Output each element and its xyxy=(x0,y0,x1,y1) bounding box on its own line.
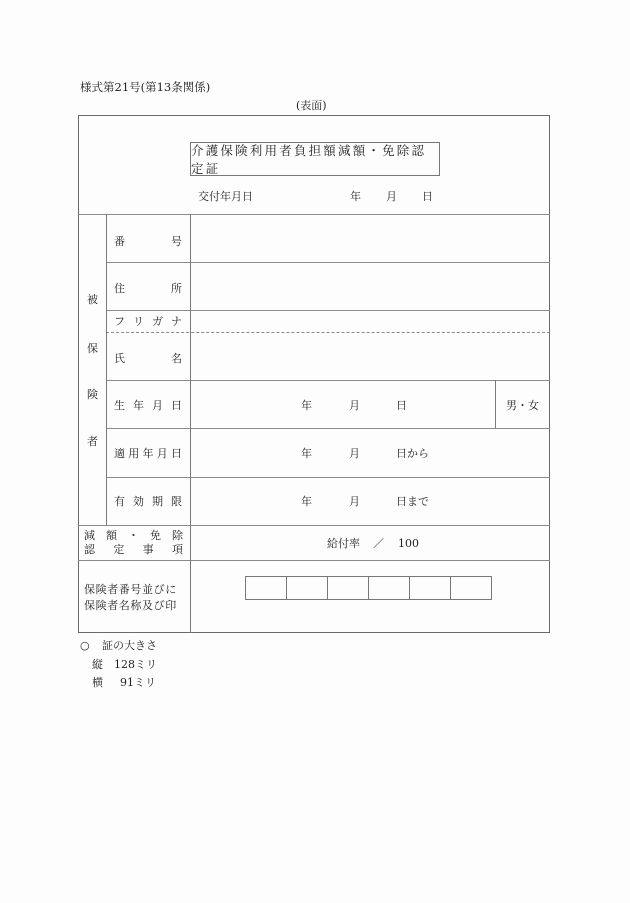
divider xyxy=(106,310,550,311)
insurer-label-line1: 保険者番号並びに xyxy=(84,583,177,596)
column-divider xyxy=(495,380,496,428)
effective-day: 日から xyxy=(396,447,429,460)
width-label: 横 xyxy=(92,676,103,689)
expiry-month: 月 xyxy=(349,495,360,508)
furigana-label: フ リ ガ ナ xyxy=(114,315,182,328)
insurer-number-boxes xyxy=(245,576,492,600)
reduction-label-line2: 認 定 事 項 xyxy=(84,543,183,556)
dashed-divider xyxy=(106,332,550,333)
insured-label-char: 被 xyxy=(87,293,98,306)
expiry-day: 日まで xyxy=(396,495,429,508)
expiry-label: 有 効 期 限 xyxy=(114,495,182,508)
insurer-number-box[interactable] xyxy=(327,576,369,600)
divider xyxy=(78,560,550,561)
address-label: 住 所 xyxy=(114,282,182,295)
issue-month: 月 xyxy=(386,190,397,203)
divider xyxy=(78,525,550,526)
side-label: (表面) xyxy=(296,99,327,112)
insurer-number-box[interactable] xyxy=(409,576,451,600)
insurer-number-box[interactable] xyxy=(450,576,492,600)
circle-mark-icon: ○ xyxy=(80,639,90,652)
insurer-number-box[interactable] xyxy=(286,576,328,600)
effective-date-label: 適 用 年 月 日 xyxy=(114,447,182,460)
insured-label-char: 者 xyxy=(87,435,98,448)
height-label: 縦 xyxy=(92,658,103,671)
divider xyxy=(106,262,550,263)
expiry-year: 年 xyxy=(301,495,312,508)
divider xyxy=(78,214,550,215)
notes-heading: 証の大きさ xyxy=(102,639,157,652)
issue-date-label: 交付年月日 xyxy=(198,190,253,203)
insurer-number-box[interactable] xyxy=(368,576,410,600)
birth-month: 月 xyxy=(349,399,360,412)
insured-label-char: 険 xyxy=(87,388,98,401)
effective-month: 月 xyxy=(349,447,360,460)
birth-date-label: 生 年 月 日 xyxy=(114,399,182,412)
number-label: 番 号 xyxy=(114,235,182,248)
divider xyxy=(106,477,550,478)
height-value: 128ミリ xyxy=(114,658,157,671)
certificate-title: 介護保険利用者負担額減額・免除認定証 xyxy=(190,142,440,176)
sex-field: 男・女 xyxy=(506,399,539,412)
column-divider xyxy=(106,214,107,525)
divider xyxy=(106,380,550,381)
reduction-label-line1: 減 額 ・ 免 除 xyxy=(84,529,183,542)
issue-day: 日 xyxy=(422,190,433,203)
slash: ／ xyxy=(373,537,384,550)
benefit-rate-denominator: 100 xyxy=(398,537,419,550)
insurer-number-box[interactable] xyxy=(245,576,287,600)
name-label: 氏 名 xyxy=(114,352,182,365)
birth-year: 年 xyxy=(301,399,312,412)
issue-year: 年 xyxy=(350,190,361,203)
divider xyxy=(106,428,550,429)
form-number: 様式第21号(第13条関係) xyxy=(80,80,211,94)
width-value: 91ミリ xyxy=(120,676,156,689)
effective-year: 年 xyxy=(301,447,312,460)
insurer-label-line2: 保険者名称及び印 xyxy=(84,599,177,612)
column-divider xyxy=(190,214,191,633)
benefit-rate-label: 給付率 xyxy=(327,537,360,550)
birth-day: 日 xyxy=(396,399,407,412)
insured-label-char: 保 xyxy=(87,342,98,355)
